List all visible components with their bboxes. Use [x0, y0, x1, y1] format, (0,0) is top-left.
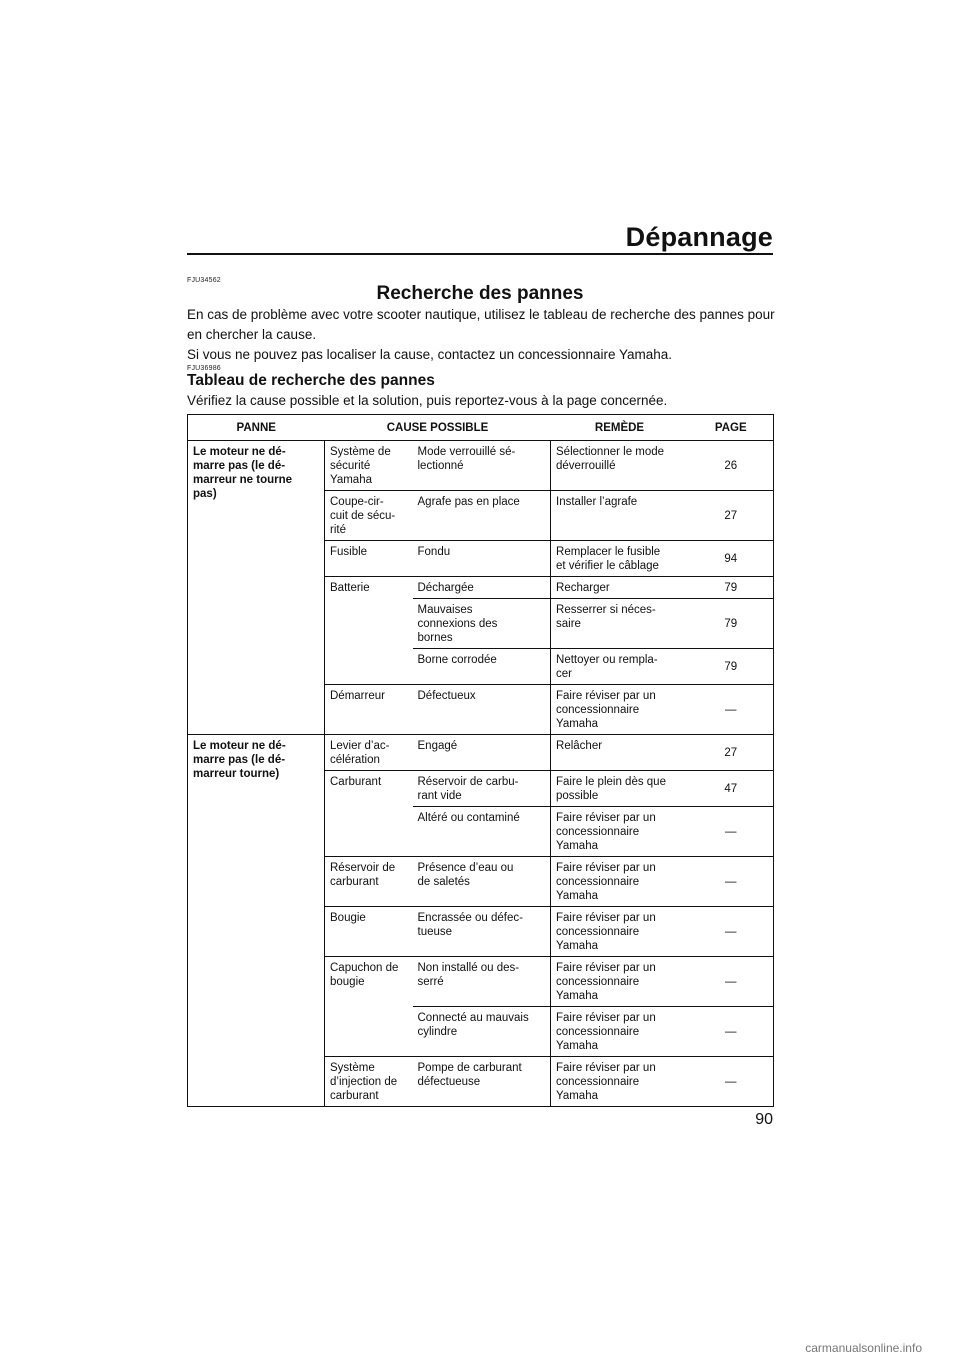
detail-cell: Réservoir de carbu- rant vide: [413, 771, 551, 807]
detail-cell: Mauvaises connexions des bornes: [413, 599, 551, 649]
remede-cell: Installer l’agrafe: [551, 491, 689, 541]
detail-cell: Connecté au mauvais cylindre: [413, 1007, 551, 1057]
cause-cell: Batterie: [325, 577, 413, 685]
detail-cell: Fondu: [413, 541, 551, 577]
cause-cell: Fusible: [325, 541, 413, 577]
header-panne: PANNE: [188, 415, 325, 441]
page-cell: —: [689, 957, 774, 1007]
page-cell: 94: [689, 541, 774, 577]
page-cell: 47: [689, 771, 774, 807]
remede-cell: Sélectionner le mode déverrouillé: [551, 441, 689, 491]
detail-cell: Mode verrouillé sé- lectionné: [413, 441, 551, 491]
section-intro: [187, 305, 777, 365]
table-header-row: [188, 415, 774, 441]
remede-cell: Recharger: [551, 577, 689, 599]
cause-cell: Capuchon de bougie: [325, 957, 413, 1057]
header-remede: REMÈDE: [551, 415, 689, 441]
detail-cell: Non installé ou des- serré: [413, 957, 551, 1007]
table-row: [188, 735, 774, 771]
page-cell: 79: [689, 577, 774, 599]
detail-cell: Agrafe pas en place: [413, 491, 551, 541]
header-cause: CAUSE POSSIBLE: [325, 415, 551, 441]
page-number: 90: [755, 1111, 773, 1128]
section-code: FJU34562: [187, 277, 221, 284]
page-cell: —: [689, 1007, 774, 1057]
page-cell: 79: [689, 599, 774, 649]
page-cell: 79: [689, 649, 774, 685]
cause-cell: Carburant: [325, 771, 413, 857]
chapter-title: Dépannage: [625, 222, 773, 252]
subsection-code: FJU36986: [187, 365, 221, 372]
cause-cell: Bougie: [325, 907, 413, 957]
remede-cell: Faire réviser par un concessionnaire Yamaha: [551, 857, 689, 907]
remede-cell: Relâcher: [551, 735, 689, 771]
chapter-rule: [187, 253, 773, 255]
header-page: PAGE: [689, 415, 774, 441]
section-title: Recherche des pannes: [376, 283, 584, 304]
remede-cell: Nettoyer ou rempla- cer: [551, 649, 689, 685]
intro-paragraph-1: En cas de problème avec votre scooter nautique, utilisez le tableau de recherche des pannes pour en chercher la cause.: [187, 307, 775, 342]
table-body: [188, 441, 774, 1107]
detail-cell: Déchargée: [413, 577, 551, 599]
troubleshooting-table: [187, 414, 774, 1107]
cause-cell: Système de sécurité Yamaha: [325, 441, 413, 491]
remede-cell: Faire le plein dès que possible: [551, 771, 689, 807]
remede-cell: Resserrer si néces- saire: [551, 599, 689, 649]
subsection-intro: Vérifiez la cause possible et la solution, puis reportez-vous à la page concernée.: [187, 393, 668, 408]
watermark: carmanualsonline.info: [805, 1341, 922, 1355]
page-cell: 26: [689, 441, 774, 491]
detail-cell: Altéré ou contaminé: [413, 807, 551, 857]
table-row: [188, 441, 774, 491]
page-cell: —: [689, 1057, 774, 1107]
panne-cell: Le moteur ne dé- marre pas (le dé- marreur tourne): [188, 735, 325, 1107]
cause-cell: Démarreur: [325, 685, 413, 735]
page-cell: —: [689, 857, 774, 907]
page-cell: —: [689, 907, 774, 957]
page-cell: —: [689, 685, 774, 735]
remede-cell: Faire réviser par un concessionnaire Yamaha: [551, 907, 689, 957]
detail-cell: Borne corrodée: [413, 649, 551, 685]
cause-cell: Réservoir de carburant: [325, 857, 413, 907]
remede-cell: Faire réviser par un concessionnaire Yamaha: [551, 1007, 689, 1057]
remede-cell: Faire réviser par un concessionnaire Yamaha: [551, 685, 689, 735]
detail-cell: Encrassée ou défec- tueuse: [413, 907, 551, 957]
detail-cell: Défectueux: [413, 685, 551, 735]
page-cell: 27: [689, 491, 774, 541]
cause-cell: Levier d’ac- célération: [325, 735, 413, 771]
cause-cell: Système d’injection de carburant: [325, 1057, 413, 1107]
remede-cell: Faire réviser par un concessionnaire Yamaha: [551, 1057, 689, 1107]
intro-paragraph-2: Si vous ne pouvez pas localiser la cause, contactez un concessionnaire Yamaha.: [187, 347, 673, 362]
panne-cell: Le moteur ne dé- marre pas (le dé- marreur ne tourne pas): [188, 441, 325, 735]
detail-cell: Engagé: [413, 735, 551, 771]
remede-cell: Faire réviser par un concessionnaire Yamaha: [551, 957, 689, 1007]
cause-cell: Coupe-cir- cuit de sécu- rité: [325, 491, 413, 541]
subsection-title: Tableau de recherche des pannes: [187, 372, 435, 389]
remede-cell: Faire réviser par un concessionnaire Yamaha: [551, 807, 689, 857]
page-cell: —: [689, 807, 774, 857]
detail-cell: Présence d’eau ou de saletés: [413, 857, 551, 907]
page-cell: 27: [689, 735, 774, 771]
detail-cell: Pompe de carburant défectueuse: [413, 1057, 551, 1107]
remede-cell: Remplacer le fusible et vérifier le câblage: [551, 541, 689, 577]
